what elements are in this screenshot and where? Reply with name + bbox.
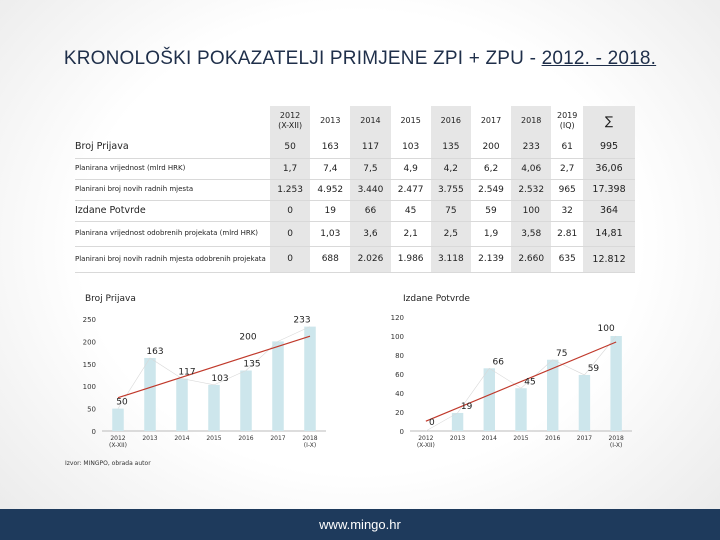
bar xyxy=(176,379,188,431)
header-year: 2014 xyxy=(360,116,381,125)
row-value: 4,06 xyxy=(511,158,551,179)
row-total: 17.398 xyxy=(583,179,635,200)
header-year: 2018 xyxy=(521,116,542,125)
y-tick-label: 100 xyxy=(390,333,404,341)
y-tick-label: 100 xyxy=(82,383,96,392)
x-tick-label: 2018 xyxy=(302,435,318,442)
row-value: 100 xyxy=(511,200,551,221)
row-value: 19 xyxy=(310,200,350,221)
table-corner xyxy=(75,106,270,136)
slide-title-years: 2012. - 2018. xyxy=(541,48,657,69)
table-header-cell xyxy=(391,106,431,136)
bar xyxy=(452,413,463,431)
row-value: 635 xyxy=(551,246,583,272)
row-value: 233 xyxy=(511,136,551,158)
row-value: 0 xyxy=(270,221,310,246)
y-tick-label: 50 xyxy=(87,405,96,414)
row-value: 45 xyxy=(391,200,431,221)
table-header-cell xyxy=(511,106,551,136)
data-label: 233 xyxy=(293,315,311,326)
table-header-cell xyxy=(471,106,511,136)
row-value: 2,7 xyxy=(551,158,583,179)
row-value: 61 xyxy=(551,136,583,158)
row-total: 14,81 xyxy=(583,221,635,246)
row-value: 66 xyxy=(350,200,390,221)
chart-title-prijava: Broj Prijava xyxy=(85,294,136,304)
x-tick-label: 2014 xyxy=(481,435,497,442)
row-value: 0 xyxy=(270,246,310,272)
row-label: Izdane Potvrde xyxy=(75,200,270,221)
data-label: 100 xyxy=(597,324,615,334)
header-year: 2019 xyxy=(557,111,578,120)
row-value: 200 xyxy=(471,136,511,158)
row-value: 1,7 xyxy=(270,158,310,179)
bar xyxy=(240,371,252,431)
row-label: Planirana vrijednost odobrenih projekata (mlrd HRK) xyxy=(75,221,270,246)
x-tick-label: 2014 xyxy=(174,435,190,442)
row-value: 2.477 xyxy=(391,179,431,200)
y-tick-label: 0 xyxy=(91,428,96,436)
row-value: 117 xyxy=(350,136,390,158)
bar xyxy=(515,388,526,431)
data-label: 117 xyxy=(178,367,196,378)
bar xyxy=(304,327,316,431)
bar xyxy=(610,336,621,431)
y-tick-label: 120 xyxy=(390,314,404,322)
data-label: 66 xyxy=(492,357,505,368)
x-tick-label: (X-XII) xyxy=(108,442,128,449)
data-label: 200 xyxy=(239,332,257,343)
bar xyxy=(144,358,156,431)
row-label: Broj Prijava xyxy=(75,136,270,158)
row-label: Planirani broj novih radnih mjesta odobrenih projekata xyxy=(75,246,270,272)
slide-title xyxy=(0,48,720,70)
y-tick-label: 200 xyxy=(82,338,96,347)
data-label: 163 xyxy=(146,346,164,357)
x-tick-label: 2012 xyxy=(110,435,126,442)
row-value: 2.549 xyxy=(471,179,511,200)
row-total: 36,06 xyxy=(583,158,635,179)
table-header-cell xyxy=(431,106,471,136)
row-value: 50 xyxy=(270,136,310,158)
table-header-cell xyxy=(350,106,390,136)
header-year: 2013 xyxy=(320,116,341,125)
bar xyxy=(112,409,124,431)
row-value: 3.440 xyxy=(350,179,390,200)
x-tick-label: 2017 xyxy=(270,435,286,442)
header-year: 2012 xyxy=(279,111,301,120)
table-row xyxy=(75,158,635,179)
row-value: 2,5 xyxy=(431,221,471,246)
x-tick-label: 2013 xyxy=(142,435,158,442)
row-value: 2.026 xyxy=(350,246,390,272)
row-value: 3.755 xyxy=(431,179,471,200)
header-year: 2017 xyxy=(480,116,502,125)
row-value: 4.952 xyxy=(310,179,350,200)
data-label: 0 xyxy=(428,418,435,428)
row-value: 135 xyxy=(431,136,471,158)
row-value: 75 xyxy=(431,200,471,221)
chart-broj-prijava xyxy=(60,305,330,458)
data-label: 19 xyxy=(460,401,473,412)
x-tick-label: 2018 xyxy=(608,435,624,442)
row-label: Planirana vrijednost (mlrd HRK) xyxy=(75,158,270,179)
row-label: Planirani broj novih radnih mjesta xyxy=(75,179,270,200)
table-row xyxy=(75,221,635,246)
source-note: Izvor: MINGPO, obrada autor xyxy=(65,460,151,467)
row-value: 2.139 xyxy=(471,246,511,272)
row-value: 7,4 xyxy=(310,158,350,179)
x-tick-label: 2015 xyxy=(513,435,529,442)
header-year: 2016 xyxy=(440,116,462,125)
row-value: 7,5 xyxy=(350,158,390,179)
header-period: (IQ) xyxy=(559,121,575,130)
y-tick-label: 20 xyxy=(395,409,404,417)
footer-link[interactable]: www.mingo.hr xyxy=(319,517,401,532)
row-value: 4,2 xyxy=(431,158,471,179)
y-tick-label: 150 xyxy=(82,360,96,369)
row-value: 1.253 xyxy=(270,179,310,200)
header-year: 2015 xyxy=(400,116,421,125)
row-value: 3.118 xyxy=(431,246,471,272)
row-total: 364 xyxy=(583,200,635,221)
data-label: 50 xyxy=(116,397,128,408)
table-row xyxy=(75,179,635,200)
row-value: 59 xyxy=(471,200,511,221)
data-label: 103 xyxy=(211,373,229,384)
row-value: 1.986 xyxy=(391,246,431,272)
row-value: 3,58 xyxy=(511,221,551,246)
bar xyxy=(579,375,590,431)
row-value: 0 xyxy=(270,200,310,221)
row-value: 2,1 xyxy=(391,221,431,246)
row-value: 2.660 xyxy=(511,246,551,272)
data-label: 59 xyxy=(587,363,600,374)
row-value: 163 xyxy=(310,136,350,158)
row-total: 12.812 xyxy=(583,246,635,272)
chart-izdane-potvrde xyxy=(384,305,634,458)
bar xyxy=(272,341,284,431)
x-tick-label: 2015 xyxy=(206,435,222,442)
table-header-cell xyxy=(310,106,350,136)
row-value: 1,03 xyxy=(310,221,350,246)
y-tick-label: 40 xyxy=(395,390,404,398)
table-row xyxy=(75,246,635,272)
row-value: 2.532 xyxy=(511,179,551,200)
table-row xyxy=(75,136,635,158)
row-value: 688 xyxy=(310,246,350,272)
x-tick-label: 2017 xyxy=(576,435,593,442)
row-value: 1,9 xyxy=(471,221,511,246)
data-label: 75 xyxy=(555,348,568,359)
x-tick-label: (I-X) xyxy=(609,442,623,449)
table-header-cell xyxy=(270,106,310,136)
slide-title-main: KRONOLOŠKI POKAZATELJI PRIMJENE ZPI + ZPU - xyxy=(63,48,542,69)
x-tick-label: 2012 xyxy=(418,435,434,442)
y-tick-label: 60 xyxy=(395,371,404,379)
row-value: 965 xyxy=(551,179,583,200)
y-tick-label: 0 xyxy=(399,428,404,436)
table-header-cell xyxy=(551,106,583,136)
row-value: 3,6 xyxy=(350,221,390,246)
header-period: (X-XII) xyxy=(278,121,303,130)
x-tick-label: 2013 xyxy=(449,435,466,442)
x-tick-label: 2016 xyxy=(545,435,561,442)
x-tick-label: 2016 xyxy=(238,435,254,442)
table-header-cell xyxy=(583,106,635,136)
table-row xyxy=(75,200,635,221)
x-tick-label: (I-X) xyxy=(303,442,317,449)
indicators-table xyxy=(75,106,635,273)
row-value: 6,2 xyxy=(471,158,511,179)
bar xyxy=(484,368,495,431)
row-value: 2.81 xyxy=(551,221,583,246)
data-label: 135 xyxy=(243,359,261,370)
row-value: 103 xyxy=(391,136,431,158)
bar xyxy=(208,385,220,431)
row-total: 995 xyxy=(583,136,635,158)
header-year: ∑ xyxy=(604,114,614,128)
row-value: 4,9 xyxy=(391,158,431,179)
x-tick-label: (X-XII) xyxy=(416,442,435,449)
y-tick-label: 80 xyxy=(395,352,404,360)
data-label: 45 xyxy=(524,377,536,388)
row-value: 32 xyxy=(551,200,583,221)
chart-title-potvrde: Izdane Potvrde xyxy=(403,294,470,304)
y-tick-label: 250 xyxy=(82,316,96,324)
